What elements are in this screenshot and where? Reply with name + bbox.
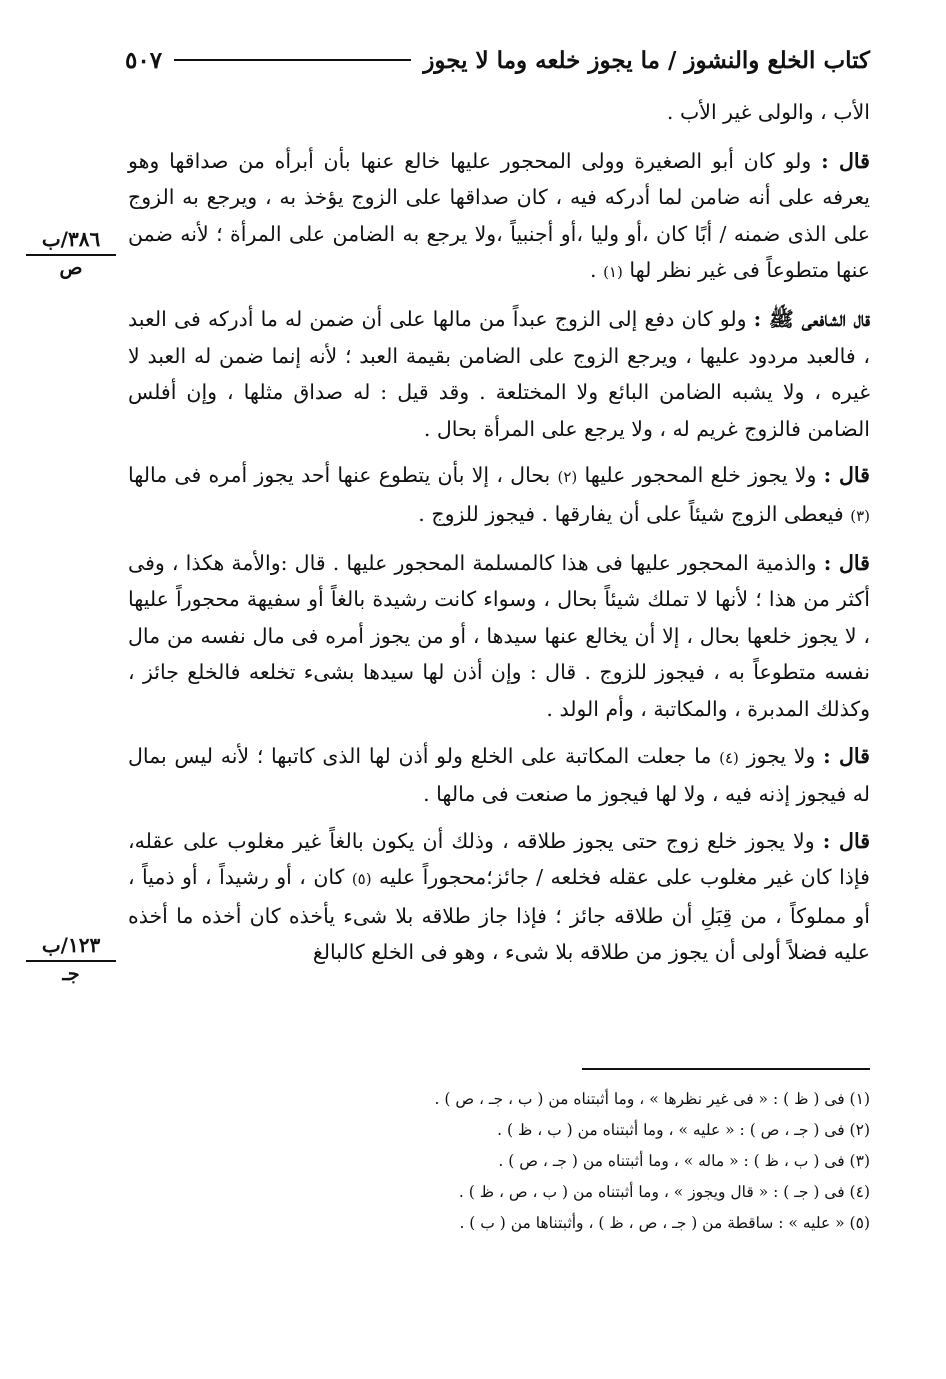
paragraph-text: ولو كان دفع إلى الزوج عبداً من مالها على أن ضمن له ما أدركه فى العبد ، فالعبد مردود عليها ، ويرجع الزوج على الضامن بقيمة العبد ؛ لأنه إنما ضمن له العبد لا غيره ، ولا يشبه الضامن البائع ولا المختلعة . وقد قيل : له صداق مثلها ، وإن أفلس الضامن فالزوج غريم له ، ولا يرجع على المرأة بحال . [128,306,870,441]
footnote-separator [582,1068,870,1070]
paragraph-1 [128,143,870,291]
paragraph-6 [128,823,870,971]
footnote-1: (١) فى ( ظ ) : « فى غير نظرها » ، وما أثبتناه من ( ب ، جـ ، ص ) . [434,1090,870,1108]
paragraph-3 [128,457,870,534]
qala-label: قال : [823,463,870,488]
paragraph-text: والذمية المحجور عليها فى هذا كالمسلمة المحجور عليها . قال :والأمة هكذا ، وفى أكثر من هذا ؛ لأنها لا تملك شيئاً بحال ، وسواء كانت رشيدة بالغاً أو سفيهة محجوراً عليها ، لا يجوز خلعها بحال ، إلا أن يخالع عنها سيدها ، أو من يجوز أمره فى مال نفسه من مال نفسه متطوعاً به ، فيجوز للزوج . قال : وإن أذن لها سيدها بشىء تخلعه فالخلع جائز ، وكذلك المدبرة ، والمكاتبة ، وأم الولد . [128,550,870,721]
paragraph-text: ما جعلت المكاتبة على الخلع ولو أذن لها الذى كاتبها ؛ لأنه ليس بمال له فيجوز إذنه فيه ، ولا لها فيجوز ما صنعت فى مالها . [128,743,870,807]
main-text [128,94,870,981]
footnotes [300,1084,870,1239]
qala-label: قال : [823,550,870,575]
header-rule [174,59,411,61]
footnote-2: (٢) فى ( جـ ، ص ) : « عليه » ، وما أثبتناه من ( ب ، ظ ) . [497,1121,870,1139]
footnote-marker-2: (٢) [557,468,578,487]
paragraph-text: ولا يجوز خلع زوج حتى يجوز طلاقه ، وذلك أن يكون بالغاً غير مغلوب على عقله، فإذا كان غير مغلوب على عقله فخلعه / جائز؛محجوراً عليه [128,828,870,890]
paragraph-2 [128,301,870,447]
qala-label: قال : [822,828,870,853]
running-title: كتاب الخلع والنشوز / ما يجوز خلعه وما لا يجوز [423,46,870,74]
paragraph-text: كان ، أو رشيداً ، أو ذمياً ، أو مملوكاً ، من قِبَلِ أن طلاقه جائز ؛ فإذا جاز طلاقه بلا شىء يأخذه كان أخذه ما أخذه عليه فضلاً أولى أن يجوز من طلاقه بلا شىء ، وهو فى الخلع كالبالغ [128,865,870,965]
paragraph-4 [128,545,870,728]
margin-note-manuscript: جـ [62,963,80,985]
footnote-marker-1: (١) [603,263,623,282]
margin-note-folio-1 [26,228,116,280]
footnote-marker-5: (٥) [351,870,372,889]
qala-label: قال : [823,743,870,768]
margin-note-ref: ١٢٣/ب [26,934,116,962]
paragraph-text: فيعطى الزوج شيئاً على أن يفارقها . فيجوز للزوج . [418,501,851,526]
footnote-3: (٣) فى ( ب ، ظ ) : « ماله » ، وما أثبتناه من ( جـ ، ص ) . [498,1152,870,1170]
qala-label: قال الشافعى ﷺ : [753,306,870,331]
paragraph-5 [128,738,870,813]
paragraph-text: ولو كان أبو الصغيرة وولى المحجور عليها خالع عنها بأن أبرأه من صداقها وهو يعرفه على أنه ضامن لما أدركه فيه ، كان صداقها على الزوج يؤخذ به ، ويرجع به الزوج على الذى ضمنه / أبًا كان ،أو وليا ،أو أجنبياً ،ولا يرجع به الضامن على المرأة ؛ لأنه ضمن عنها متطوعاً فى غير نظر لها [128,148,870,283]
paragraph-text: ولا يجوز [746,743,816,768]
page-number: ٥٠٧ [125,46,163,74]
paragraph-tail: . [590,258,604,283]
footnote-5: (٥) « عليه » : ساقطة من ( جـ ، ص ، ظ ) ، وأثبتناها من ( ب ) . [459,1214,870,1232]
margin-note-manuscript: ص [59,257,83,279]
page-header [125,40,870,80]
paragraph-text: ولا يجوز خلع المحجور عليها [584,463,817,488]
footnote-marker-4: (٤) [719,748,739,767]
footnote-4: (٤) فى ( جـ ) : « قال ويجوز » ، وما أثبتناه من ( ب ، ص ، ظ ) . [458,1183,870,1201]
lead-line: الأب ، والولى غير الأب . [666,100,870,124]
margin-note-ref: ٣٨٦/ب [26,228,116,256]
margin-note-folio-2 [26,934,116,986]
qala-label: قال : [821,148,870,173]
paragraph-text: بحال ، إلا بأن يتطوع عنها أحد يجوز أمره فى مالها [128,463,558,488]
footnote-marker-3: (٣) [850,506,870,525]
